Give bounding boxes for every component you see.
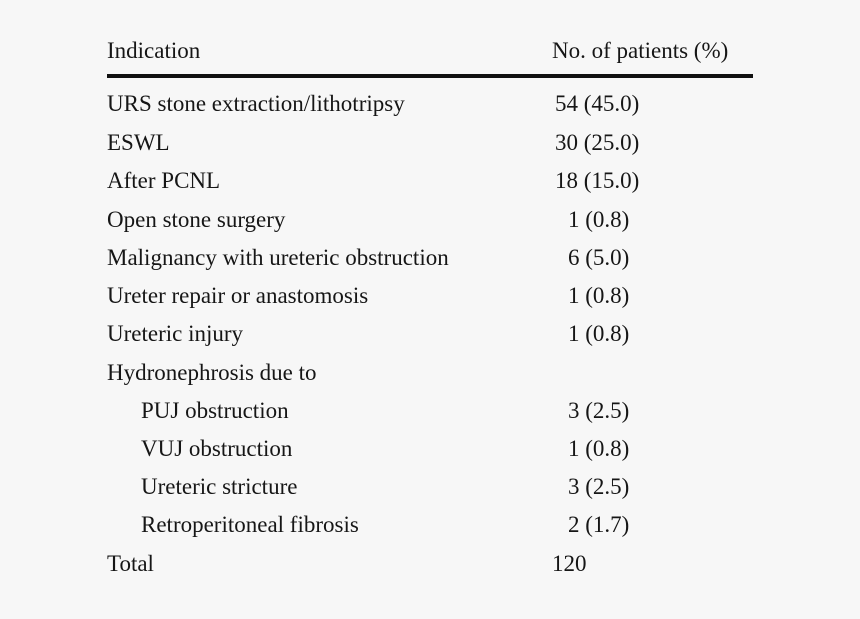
- header-indication: Indication: [107, 38, 201, 63]
- row-indication: ESWL: [107, 130, 170, 155]
- row-indication: Ureteric injury: [107, 321, 244, 346]
- table-header-row: [107, 36, 753, 66]
- row-patients: 120: [552, 551, 587, 576]
- row-indication: PUJ obstruction: [141, 398, 289, 423]
- table-row: [107, 205, 753, 235]
- row-patients: 1 (0.8): [568, 207, 630, 232]
- table-row: [107, 166, 753, 196]
- row-indication: Ureter repair or anastomosis: [107, 283, 369, 308]
- row-patients: 3 (2.5): [568, 398, 630, 423]
- row-indication: Total: [107, 551, 154, 576]
- row-indication: URS stone extraction/lithotripsy: [107, 91, 405, 116]
- header-rule: [107, 74, 753, 78]
- table-row: [107, 549, 753, 579]
- table-row: [107, 319, 753, 349]
- table-row: [107, 89, 753, 119]
- table-row: [107, 281, 753, 311]
- table-row: [107, 510, 753, 540]
- row-patients: 54 (45.0): [555, 91, 640, 116]
- row-indication: Retroperitoneal fibrosis: [141, 512, 359, 537]
- table-row: [107, 434, 753, 464]
- row-indication: After PCNL: [107, 168, 221, 193]
- table-row: [107, 472, 753, 502]
- row-indication: Malignancy with ureteric obstruction: [107, 245, 449, 270]
- row-indication: VUJ obstruction: [141, 436, 293, 461]
- row-patients: 18 (15.0): [555, 168, 640, 193]
- row-patients: 1 (0.8): [568, 321, 630, 346]
- row-patients: 2 (1.7): [568, 512, 630, 537]
- row-patients: 6 (5.0): [568, 245, 630, 270]
- table-row: [107, 243, 753, 273]
- row-patients: 3 (2.5): [568, 474, 630, 499]
- row-patients: 1 (0.8): [568, 283, 630, 308]
- row-patients: 1 (0.8): [568, 436, 630, 461]
- row-indication: Ureteric stricture: [141, 474, 298, 499]
- table-row: [107, 396, 753, 426]
- row-indication: Hydronephrosis due to: [107, 360, 317, 385]
- row-patients: 30 (25.0): [555, 130, 640, 155]
- table-row: [107, 128, 753, 158]
- header-no-of-patients: No. of patients (%): [552, 38, 729, 63]
- row-indication: Open stone surgery: [107, 207, 286, 232]
- table-row: [107, 358, 753, 388]
